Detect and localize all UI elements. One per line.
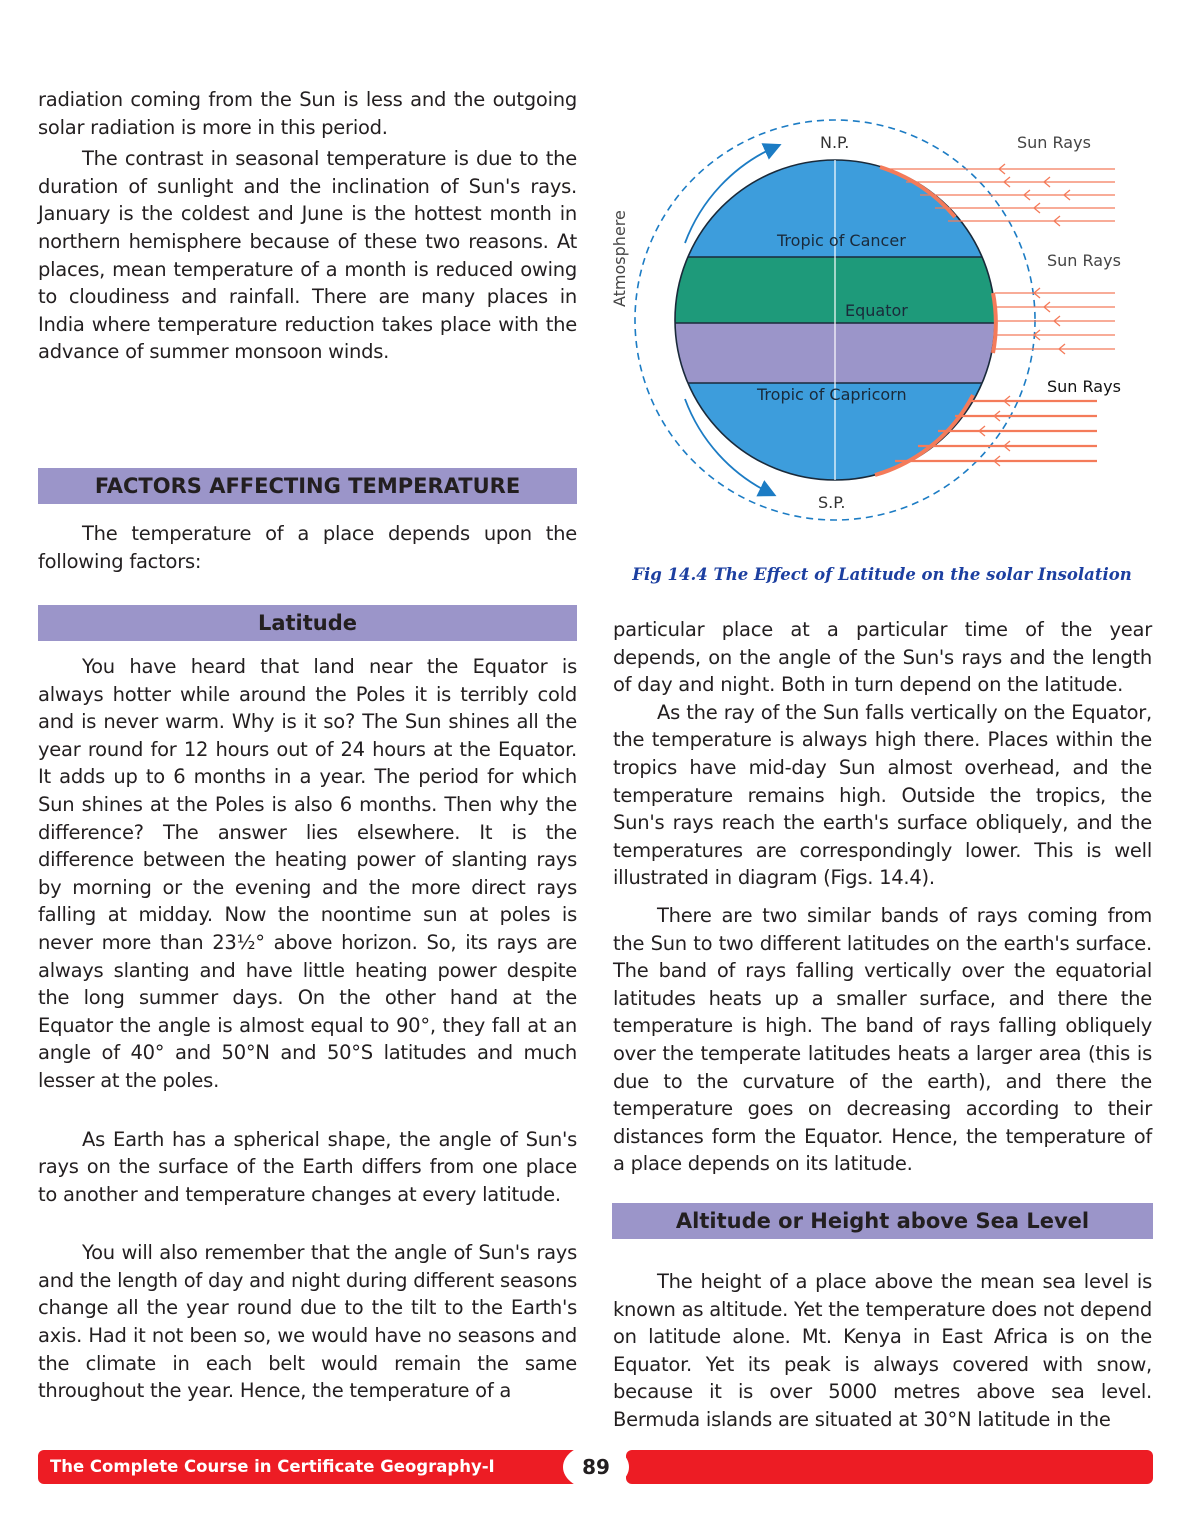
paragraph: As Earth has a spherical shape, the angle of Sun's rays on the surface of the Earth differs from one place to another and temperature changes at every latitude. [38, 1127, 577, 1206]
footer-bar-left [38, 1450, 580, 1484]
section-heading-altitude: Altitude or Height above Sea Level [612, 1203, 1153, 1239]
latitude-insolation-diagram [610, 95, 1160, 545]
north-pole-label: N.P. [820, 133, 850, 152]
altitude-text [613, 1268, 1152, 1434]
section-heading-factors: FACTORS AFFECTING TEMPERATURE [38, 468, 577, 504]
paragraph: There are two similar bands of rays coming from the Sun to two different latitudes on the earth's surface. The band of rays falling vertically over the equatorial latitudes heats up a smaller surface, and there the temperature is high. The band of rays falling obliquely over the temperate latitudes heats a larger area (this is due to the curvature of the earth), and there the temperature goes on decreasing according to their distances form the Equator. Hence, the temperature of a place depends on its latitude. [613, 903, 1152, 1176]
left-intro-text [38, 86, 577, 366]
paragraph: You have heard that land near the Equator is always hotter while around the Poles it is terribly cold and is never warm. Why is it so? The Sun shines all the year round for 12 hours out of 24 hours at the Equator. It adds up to 6 months in a year. The period for which Sun shines at the Poles is also 6 months. Then why the difference? The answer lies elsewhere. It is the difference between the heating power of slanting rays by morning or the evening and the more direct rays falling at midday. Now the noontime sun at poles is never more than 23½° above horizon. So, its rays are always slanting and have little heating power despite the long summer days. On the other hand at the Equator the angle is almost equal to 90°, they fall at an angle of 40° and 50°N and 50°S latitudes and much lesser at the poles. [38, 655, 577, 1092]
latitude-text [38, 653, 577, 1405]
footer-bar-right [626, 1450, 1153, 1484]
sun-rays-label-top: Sun Rays [1017, 133, 1091, 152]
paragraph: As the ray of the Sun falls vertically on the Equator, the temperature is always high there. Places within the tropics have mid-day Sun almost overhead, and the temperature remains high. Outside the tropics, the Sun's rays reach the earth's surface obliquely, and the temperatures are correspondingly lower. This is well illustrated in diagram (Figs. 14.4). [613, 700, 1152, 890]
sun-rays-label-middle: Sun Rays [1047, 251, 1121, 270]
paragraph: The temperature of a place depends upon the following factors: [38, 522, 577, 573]
page-footer [38, 1450, 1153, 1484]
equator-label: Equator [845, 301, 908, 320]
right-column-text [613, 616, 1152, 1178]
page-number: 89 [563, 1444, 629, 1490]
paragraph: You will also remember that the angle of Sun's rays and the length of day and night during different seasons change all the year round due to the tilt to the Earth's axis. Had it not been so, we would have no seasons and the climate in each belt would remain the same throughout the year. Hence, the temperature of a [38, 1241, 577, 1403]
paragraph: particular place at a particular time of the year depends, on the angle of the Sun's rays and the length of day and night. Both in turn depend on the latitude. [613, 618, 1152, 697]
figure-caption: Fig 14.4 The Effect of Latitude on the solar Insolation [632, 565, 1132, 584]
paragraph: The contrast in seasonal temperature is due to the duration of sunlight and the inclination of Sun's rays. January is the coldest and June is the hottest month in northern hemisphere because of these two reasons. At places, mean temperature of a month is reduced owing to cloudiness and rainfall. There are many places in India where temperature reduction takes place with the advance of summer monsoon winds. [38, 147, 577, 364]
atmosphere-label: Atmosphere [610, 210, 629, 307]
paragraph: The height of a place above the mean sea level is known as altitude. Yet the temperature does not depend on latitude alone. Mt. Kenya in East Africa is on the Equator. Yet its peak is always covered with snow, because it is over 5000 metres above sea level. Bermuda islands are situated at 30°N latitude in the [613, 1270, 1152, 1431]
south-pole-label: S.P. [818, 493, 846, 512]
tropic-of-capricorn-label: Tropic of Capricorn [757, 385, 907, 404]
subsection-heading-latitude: Latitude [38, 605, 577, 641]
section-intro [38, 520, 577, 575]
book-title: The Complete Course in Certificate Geography-I [50, 1457, 495, 1476]
paragraph: radiation coming from the Sun is less and the outgoing solar radiation is more in this period. [38, 88, 577, 139]
tropic-of-cancer-label: Tropic of Cancer [777, 231, 906, 250]
sun-rays-label-bottom: Sun Rays [1047, 377, 1121, 396]
